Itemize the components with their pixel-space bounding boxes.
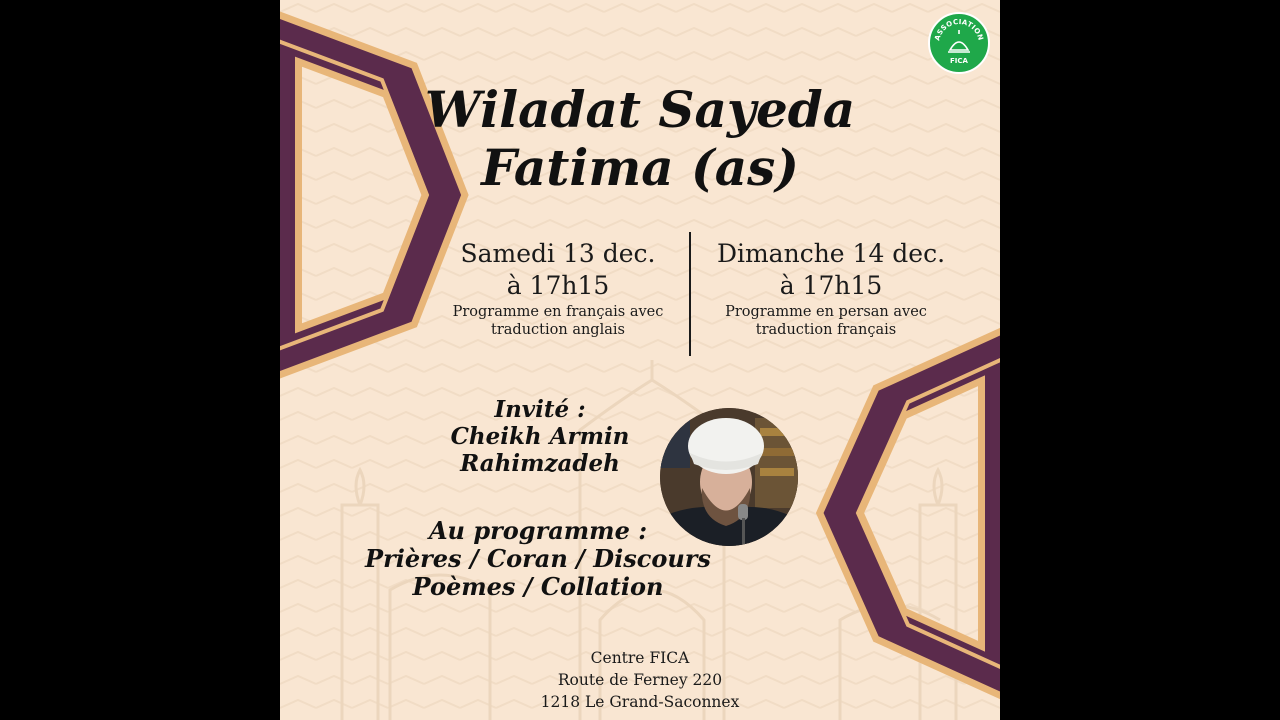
event1-date: Samedi 13 dec. bbox=[460, 239, 656, 268]
program-block bbox=[338, 517, 738, 601]
program-label: Au programme : bbox=[428, 516, 648, 545]
guest-name-line1: Cheikh Armin bbox=[450, 423, 630, 450]
event1-time: à 17h15 bbox=[506, 271, 610, 300]
guest-label: Invité : bbox=[494, 396, 586, 423]
address-line2: Route de Ferney 220 bbox=[557, 671, 723, 689]
program-line1: Prières / Coran / Discours bbox=[365, 544, 711, 573]
event2-desc-line2: traduction français bbox=[755, 322, 897, 338]
event-poster bbox=[280, 0, 1000, 720]
event1-desc-line1: Programme en français avec bbox=[452, 304, 664, 320]
event2-desc-line1: Programme en persan avec bbox=[725, 304, 927, 320]
event-title-line1: Wiladat Sayeda bbox=[424, 80, 856, 139]
svg-text:FICA: FICA bbox=[950, 57, 968, 65]
program-line2: Poèmes / Collation bbox=[412, 572, 664, 601]
event-title-line2: Fatima (as) bbox=[481, 138, 799, 197]
right-star-icon bbox=[840, 352, 1000, 675]
fica-logo-icon bbox=[930, 14, 988, 72]
guest-block bbox=[390, 396, 690, 477]
event2-time: à 17h15 bbox=[779, 271, 883, 300]
event1-desc-line2: traduction anglais bbox=[491, 322, 625, 338]
association-logo bbox=[928, 12, 990, 74]
svg-text:ASSOCIATION: ASSOCIATION bbox=[933, 17, 985, 42]
guest-name-line2: Rahimzadeh bbox=[460, 450, 620, 477]
address-line3: 1218 Le Grand-Saconnex bbox=[540, 693, 740, 711]
event2-date: Dimanche 14 dec. bbox=[716, 239, 946, 268]
address-line1: Centre FICA bbox=[590, 649, 690, 667]
